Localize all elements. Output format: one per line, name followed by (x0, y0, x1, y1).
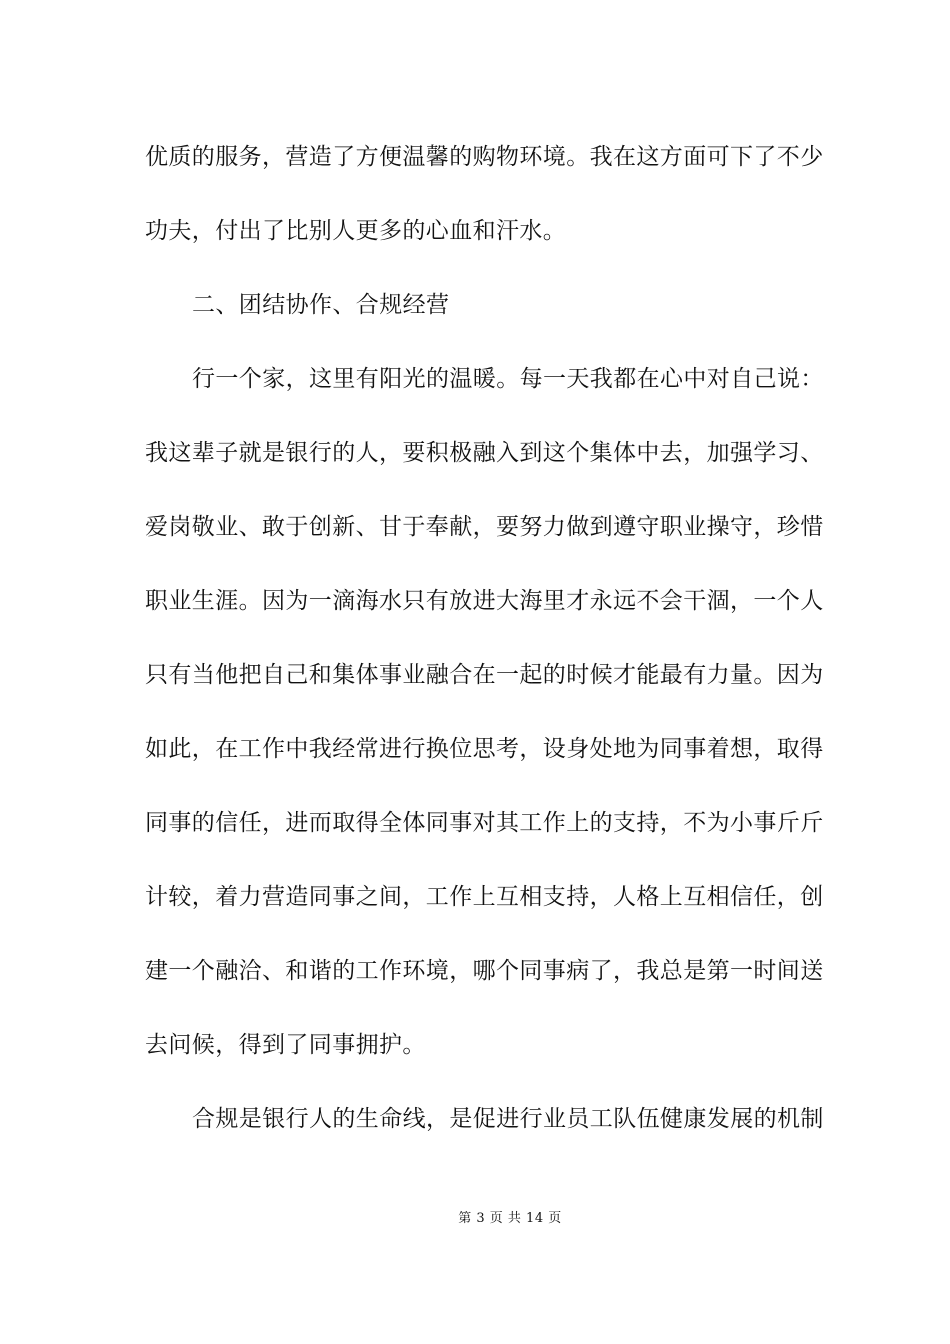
paragraph-line: 行一个家，这里有阳光的温暖。每一天我都在心中对自己说： (192, 366, 824, 392)
page-number-footer: 第 3 页 共 14 页 (458, 1211, 562, 1226)
paragraph-line: 爱岗敬业、敢于创新、甘于奉献，要努力做到遵守职业操守，珍惜 (145, 514, 824, 540)
paragraph-line: 建一个融洽、和谐的工作环境，哪个同事病了，我总是第一时间送 (145, 958, 824, 984)
paragraph-line: 我这辈子就是银行的人，要积极融入到这个集体中去，加强学习、 (145, 440, 824, 466)
paragraph-line: 功夫，付出了比别人更多的心血和汗水。 (145, 218, 567, 244)
paragraph-line: 如此，在工作中我经常进行换位思考，设身处地为同事着想，取得 (145, 736, 824, 762)
paragraph-line: 只有当他把自己和集体事业融合在一起的时候才能最有力量。因为 (145, 662, 824, 688)
section-heading: 二、团结协作、合规经营 (192, 292, 450, 318)
paragraph-line: 去问候，得到了同事拥护。 (145, 1032, 426, 1058)
paragraph-line: 计较，着力营造同事之间，工作上互相支持，人格上互相信任，创 (145, 884, 824, 910)
paragraph-line: 职业生涯。因为一滴海水只有放进大海里才永远不会干涸，一个人 (145, 588, 824, 614)
paragraph-line: 优质的服务，营造了方便温馨的购物环境。我在这方面可下了不少 (145, 144, 824, 170)
paragraph-line: 同事的信任，进而取得全体同事对其工作上的支持，不为小事斤斤 (145, 810, 824, 836)
paragraph-line: 合规是银行人的生命线，是促进行业员工队伍健康发展的机制 (192, 1106, 824, 1132)
